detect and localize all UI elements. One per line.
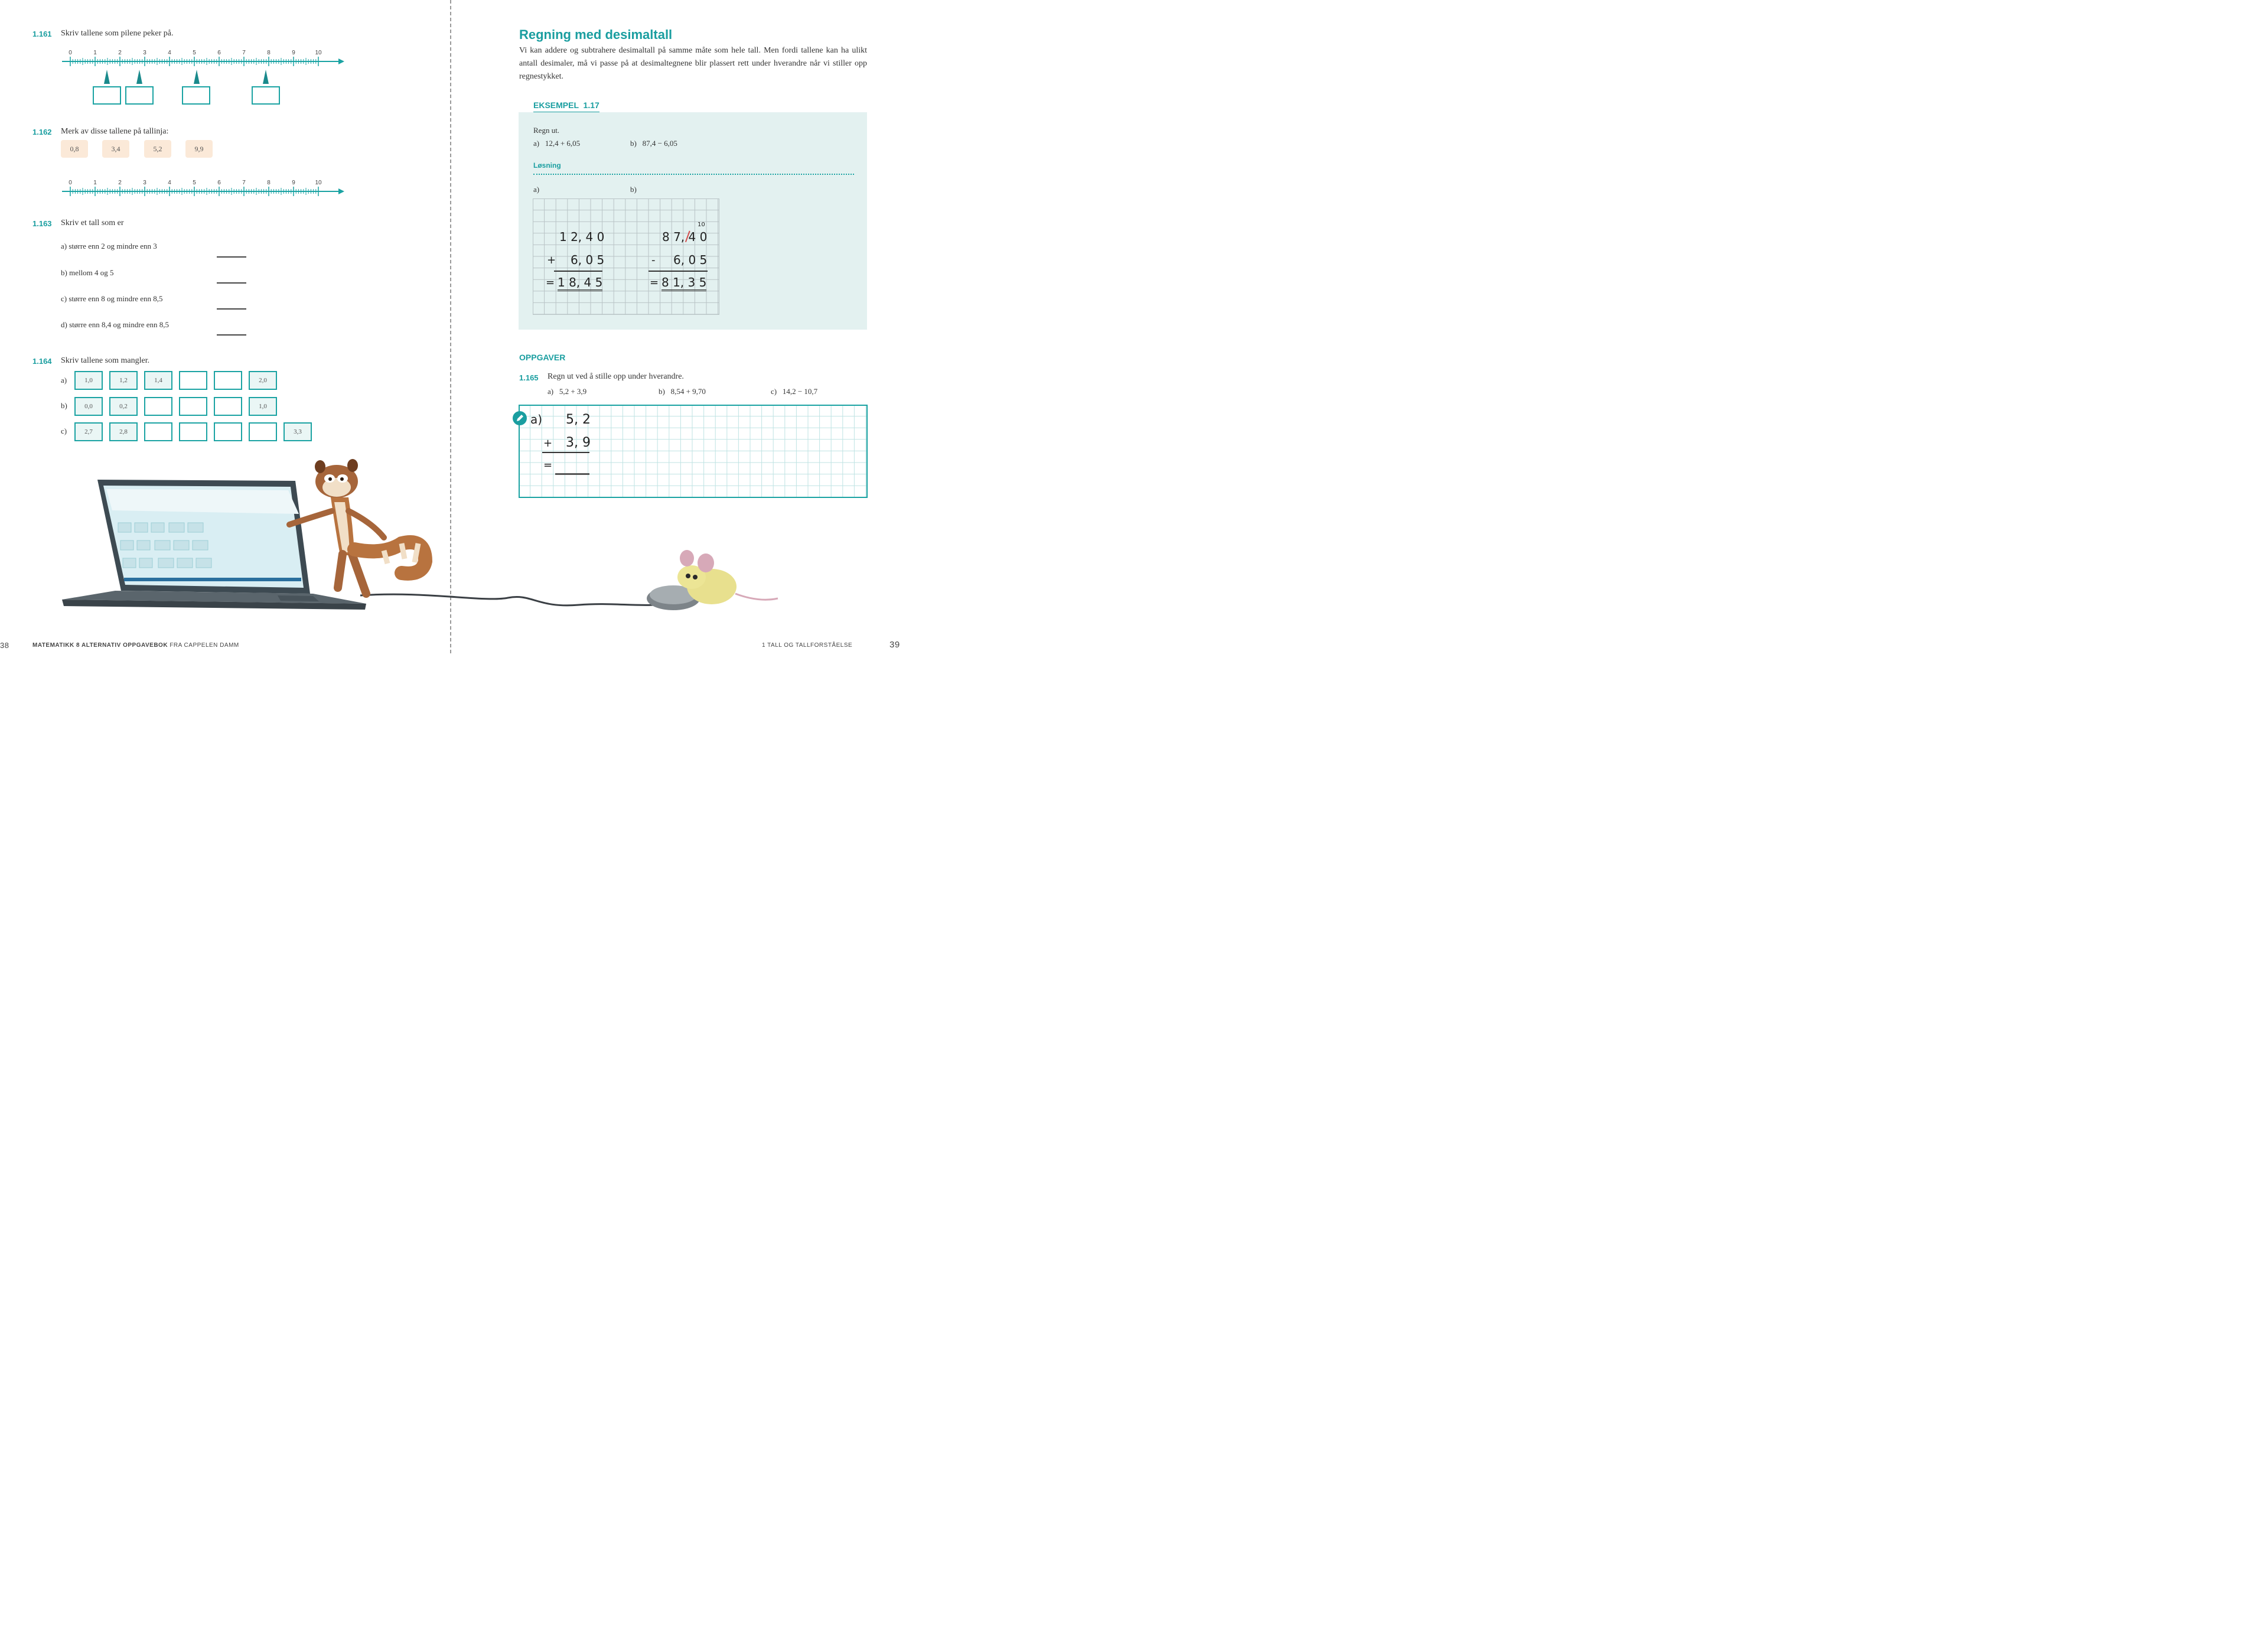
carry-digit: 10 bbox=[698, 222, 705, 228]
exercise-1165-a: a) 5,2 + 3,9 bbox=[548, 387, 587, 396]
exercise-text-1163: Skriv et tall som er bbox=[61, 219, 124, 227]
oppgaver-heading: OPPGAVER bbox=[519, 353, 566, 362]
result-line[interactable] bbox=[555, 473, 589, 475]
number-chip: 9,9 bbox=[185, 140, 213, 158]
calc-a-op: + bbox=[547, 254, 556, 266]
exercise-number-1165: 1.165 bbox=[519, 373, 539, 382]
sequence-cell: 2,8 bbox=[109, 422, 138, 441]
answer-box[interactable] bbox=[93, 86, 121, 105]
calc-a-row1: 1 2, 4 0 bbox=[559, 230, 605, 244]
sequence-cell: 1,0 bbox=[249, 397, 277, 416]
solution-b-label: b) bbox=[630, 185, 637, 194]
row-label: a) bbox=[61, 376, 67, 385]
sequence-cell-empty[interactable] bbox=[214, 371, 242, 390]
sequence-cell: 3,3 bbox=[284, 422, 312, 441]
tick-label: 5 bbox=[193, 50, 196, 56]
sequence-cell: 2,7 bbox=[74, 422, 103, 441]
calc-a-eq: = bbox=[546, 276, 555, 289]
number-chip: 3,4 bbox=[102, 140, 129, 158]
number-chip: 0,8 bbox=[61, 140, 88, 158]
answer-box[interactable] bbox=[252, 86, 280, 105]
tick-label: 9 bbox=[292, 180, 295, 186]
solution-a-label: a) bbox=[533, 185, 540, 194]
sum-line bbox=[649, 271, 708, 272]
tick-label: 6 bbox=[217, 50, 221, 56]
tick-label: 4 bbox=[168, 180, 171, 186]
row-label: b) bbox=[61, 401, 67, 410]
calc-b-op: - bbox=[651, 254, 656, 266]
list-item: d) større enn 8,4 og mindre enn 8,5 bbox=[61, 320, 170, 329]
raccoon-character bbox=[284, 455, 437, 603]
sequence-cell-empty[interactable] bbox=[179, 371, 207, 390]
sequence-cell: 1,2 bbox=[109, 371, 138, 390]
hw-a-label: a) bbox=[530, 412, 543, 426]
footer-publisher: FRA CAPPELEN DAMM bbox=[168, 642, 239, 649]
exercise-text-1162: Merk av disse tallene på tallinja: bbox=[61, 127, 169, 136]
calc-b-row2: 6, 0 5 bbox=[673, 253, 708, 267]
answer-line[interactable] bbox=[217, 334, 246, 336]
sequence-cell-empty[interactable] bbox=[249, 422, 277, 441]
page-number-right: 39 bbox=[889, 640, 900, 650]
tick-label: 0 bbox=[69, 180, 72, 186]
exercise-number-1164: 1.164 bbox=[32, 357, 52, 366]
solution-label: Løsning bbox=[533, 161, 561, 170]
example-a: a) 12,4 + 6,05 bbox=[533, 139, 581, 148]
exercise-number-1162: 1.162 bbox=[32, 128, 52, 136]
page-spine bbox=[450, 0, 451, 653]
sequence-cell-empty[interactable] bbox=[214, 397, 242, 416]
tick-label: 7 bbox=[242, 180, 246, 186]
pencil-icon bbox=[511, 410, 528, 426]
answer-box[interactable] bbox=[182, 86, 210, 105]
tick-label: 2 bbox=[118, 180, 122, 186]
number-chip: 5,2 bbox=[144, 140, 171, 158]
tick-label: 1 bbox=[93, 50, 97, 56]
tick-label: 10 bbox=[315, 50, 322, 56]
example-prompt: Regn ut. bbox=[533, 126, 560, 135]
exercise-text-1164: Skriv tallene som mangler. bbox=[61, 356, 150, 365]
hw-eq: = bbox=[543, 459, 553, 471]
exercise-1165-b: b) 8,54 + 9,70 bbox=[659, 387, 706, 396]
tick-label: 9 bbox=[292, 50, 295, 56]
tick-label: 7 bbox=[242, 50, 246, 56]
sum-line bbox=[554, 271, 602, 272]
sequence-cell-empty[interactable] bbox=[179, 422, 207, 441]
list-item: c) større enn 8 og mindre enn 8,5 bbox=[61, 294, 163, 303]
arrow-marker bbox=[263, 70, 269, 84]
hw-row2: 3, 9 bbox=[566, 435, 591, 450]
tick-label: 10 bbox=[315, 180, 322, 186]
page-title: Regning med desimaltall bbox=[519, 27, 673, 42]
sequence-cell: 1,0 bbox=[74, 371, 103, 390]
answer-line[interactable] bbox=[217, 282, 246, 284]
answer-line[interactable] bbox=[217, 308, 246, 310]
footer-left bbox=[32, 642, 239, 649]
arrow-marker bbox=[136, 70, 142, 84]
tick-label: 3 bbox=[143, 50, 146, 56]
sequence-cell-empty[interactable] bbox=[144, 397, 172, 416]
footer-chapter: 1 TALL OG TALLFORSTÅELSE bbox=[762, 642, 853, 649]
sequence-cell: 2,0 bbox=[249, 371, 277, 390]
sequence-cell: 1,4 bbox=[144, 371, 172, 390]
tick-label: 8 bbox=[267, 180, 271, 186]
calc-b-eq: = bbox=[650, 276, 659, 289]
answer-box[interactable] bbox=[125, 86, 154, 105]
calc-b-result: 8 1, 3 5 bbox=[662, 275, 706, 291]
hw-row1: 5, 2 bbox=[566, 412, 591, 427]
calc-b-row1: 8 7, 4 0 bbox=[662, 230, 708, 244]
exercise-text-1165: Regn ut ved å stille opp under hverandre. bbox=[548, 372, 684, 381]
exercise-number-1161: 1.161 bbox=[32, 30, 52, 38]
tick-label: 3 bbox=[143, 180, 146, 186]
sequence-cell: 0,0 bbox=[74, 397, 103, 416]
hw-op: + bbox=[543, 437, 553, 450]
dotted-divider bbox=[533, 174, 854, 175]
footer-book-title: MATEMATIKK 8 ALTERNATIV OPPGAVEBOK bbox=[32, 642, 168, 649]
sequence-cell-empty[interactable] bbox=[179, 397, 207, 416]
tick-label: 2 bbox=[118, 50, 122, 56]
example-b: b) 87,4 − 6,05 bbox=[630, 139, 677, 148]
number-line-1162 bbox=[56, 176, 351, 200]
page-number-left: 38 bbox=[0, 641, 9, 650]
sum-line bbox=[542, 452, 589, 453]
tick-label: 1 bbox=[93, 180, 97, 186]
sequence-cell: 0,2 bbox=[109, 397, 138, 416]
exercise-number-1163: 1.163 bbox=[32, 219, 52, 228]
exercise-text-1161: Skriv tallene som pilene peker på. bbox=[61, 29, 174, 38]
intro-paragraph: Vi kan addere og subtrahere desimaltall på samme måte som hele tall. Men fordi tallene kan ha ulikt antall desimaler, må vi passe på at desimaltegnene blir plassert rett under hverandre når vi stiller opp regnestykket. bbox=[519, 46, 867, 81]
tick-label: 5 bbox=[193, 180, 196, 186]
calc-a-row2: 6, 0 5 bbox=[571, 253, 605, 267]
tick-label: 4 bbox=[168, 50, 171, 56]
answer-line[interactable] bbox=[217, 256, 246, 258]
arrow-marker bbox=[194, 70, 200, 84]
tick-label: 8 bbox=[267, 50, 271, 56]
example-label: EKSEMPEL 1.17 bbox=[533, 100, 599, 113]
calc-a-result: 1 8, 4 5 bbox=[558, 275, 602, 291]
list-item: a) større enn 2 og mindre enn 3 bbox=[61, 242, 157, 250]
tick-label: 6 bbox=[217, 180, 221, 186]
sequence-cell-empty[interactable] bbox=[144, 422, 172, 441]
arrow-marker bbox=[104, 70, 110, 84]
list-item: b) mellom 4 og 5 bbox=[61, 268, 114, 277]
exercise-1165-c: c) 14,2 − 10,7 bbox=[771, 387, 818, 396]
mouse-character bbox=[641, 546, 783, 617]
sequence-cell-empty[interactable] bbox=[214, 422, 242, 441]
row-label: c) bbox=[61, 426, 67, 435]
tick-label: 0 bbox=[69, 50, 72, 56]
